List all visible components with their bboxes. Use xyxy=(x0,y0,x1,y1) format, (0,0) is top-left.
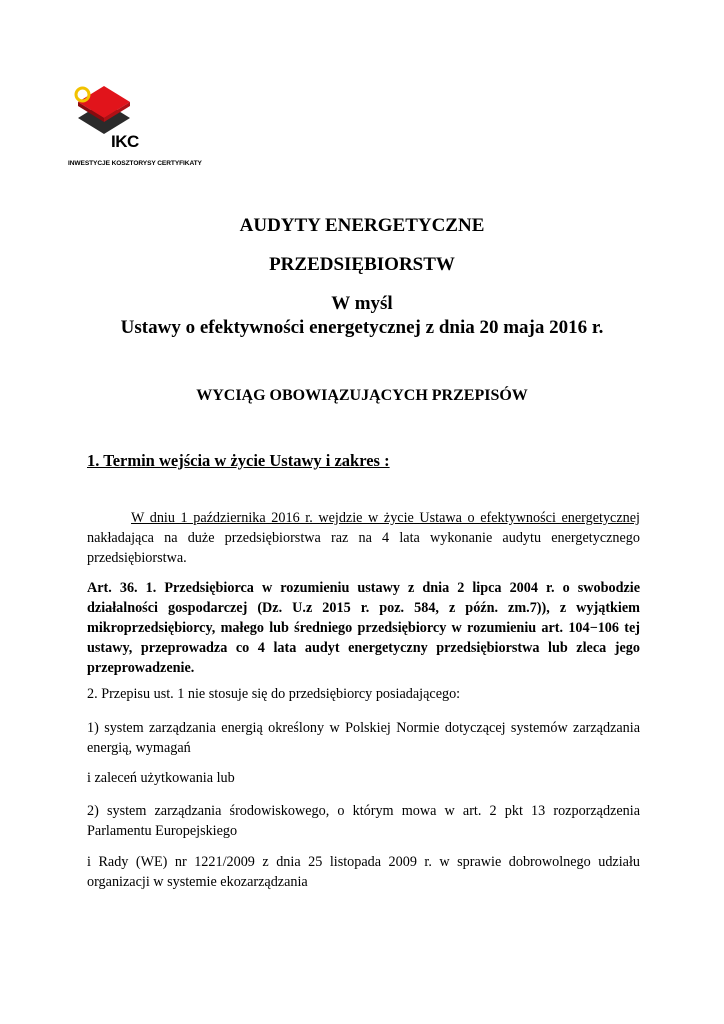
title-line-1: AUDYTY ENERGETYCZNE xyxy=(239,215,485,236)
paragraph-1-underlined: W dniu 1 października 2016 r. wejdzie w życie Ustawa o efektywności energetycznej xyxy=(131,510,640,526)
title-line-2: PRZEDSIĘBIORSTW xyxy=(269,254,455,275)
subheading: WYCIĄG OBOWIĄZUJĄCYCH PRZEPISÓW xyxy=(196,387,528,404)
title-line-3: W myśl xyxy=(331,293,393,314)
paragraph-4: 1) system zarządzania energią określony w Polskiej Normie dotyczącej systemów zarządzania energią, wymagań xyxy=(87,720,640,756)
paragraph-3: 2. Przepisu ust. 1 nie stosuje się do przedsiębiorcy posiadającego: xyxy=(87,686,461,702)
paragraph-7: i Rady (WE) nr 1221/2009 z dnia 25 listopada 2009 r. w sprawie dobrowolnego udziału organizacji w systemie ekozarządzania xyxy=(87,854,640,890)
logo-ring-icon xyxy=(74,86,91,103)
paragraph-art-36: Art. 36. 1. Przedsiębiorca w rozumieniu ustawy z dnia 2 lipca 2004 r. o swobodzie działalności gospodarczej (Dz. U.z 2015 r. poz. 584, z późn. zm.7)), z wyjątkiem mikroprzedsiębiorcy, małego lub średniego przedsiębiorcy w rozumieniu art. 104−106 tej ustawy, przeprowadza co 4 lata audyt energetyczny przedsiębiorstwa lub zleca jego przeprowadzenie. xyxy=(87,580,640,676)
paragraph-1-rest: nakładająca na duże przedsiębiorstwa raz na 4 lata wykonanie audytu energetycznego przedsiębiorstwa. xyxy=(87,530,640,566)
paragraph-6: 2) system zarządzania środowiskowego, o którym mowa w art. 2 pkt 13 rozporządzenia Parlamentu Europejskiego xyxy=(87,803,640,839)
company-logo xyxy=(66,86,216,176)
paragraph-5: i zaleceń użytkowania lub xyxy=(87,770,235,786)
logo-tagline: INWESTYCJE KOSZTORYSY CERTYFIKATY xyxy=(68,160,202,167)
logo-brand: IKC xyxy=(111,132,139,151)
title-line-4: Ustawy o efektywności energetycznej z dnia 20 maja 2016 r. xyxy=(120,317,604,338)
paragraph-1 xyxy=(87,508,640,568)
section-heading-1: 1. Termin wejścia w życie Ustawy i zakres : xyxy=(87,451,390,470)
